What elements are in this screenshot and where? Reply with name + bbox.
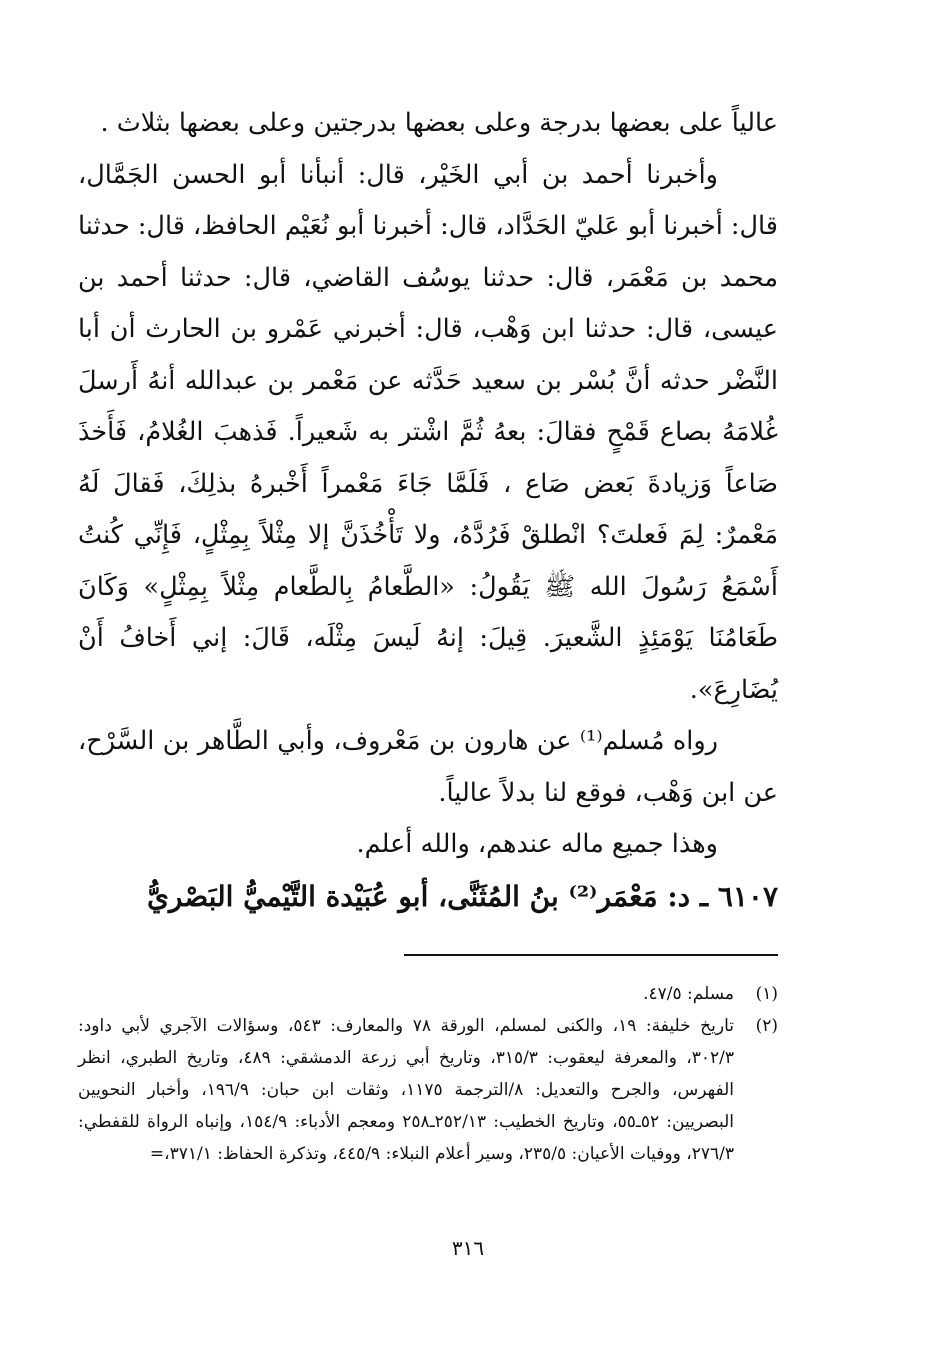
footnote-number: (٢) — [755, 1016, 778, 1036]
footnote-text: مسلم: ٤٧/٥. — [643, 984, 734, 1004]
paragraph-continuation: عالياً على بعضها بدرجة وعلى بعضها بدرجتين وعلى بعضها بثلاث . — [100, 108, 778, 138]
footnote-item — [78, 1010, 778, 1170]
footnote-text: تاريخ خليفة: ١٩، والكنى لمسلم، الورقة ٧٨ والمعارف: ٥٤٣، وسؤالات الآجري لأبي داود: ٣٠٢/٣، والمعرفة ليعقوب: ٣١٥/٣، وتاريخ أبي زرعة الدمشقي: ٤٨٩، وتاريخ الطبري، انظر الفهرس، والجرح والتعديل: ٨/الترجمة ١١٧٥، وثقات ابن حبان: ١٩٦/٩، وأخبار النحويين البصريين: ٥٢ـ٥٥، وتاريخ الخطيب: ٢٥٢/١٣ـ٢٥٨ ومعجم الأدباء: ١٥٤/٩، وإنباه الرواة للقفطي: ٢٧٦/٣، ووفيات الأعيان: ٢٣٥/٥، وسير أعلام النبلاء: ٤٤٥/٩، وتذكرة الحفاظ: ٣٧١/١،= — [78, 1016, 734, 1164]
paragraph-narration-source: رواه مُسلم⁽¹⁾ عن هارون بن مَعْروف، وأبي الطَّاهر بن السَّرْح، عن ابن وَهْب، فوقع لنا بدلاً عالياً. — [78, 726, 778, 808]
biography-entry-heading: ٦١٠٧ ـ د: مَعْمَر⁽²⁾ بنُ المُثَنَّى، أبو عُبَيْدة التَّيْميُّ البَصْريُّ — [146, 879, 778, 913]
footnote-item — [78, 978, 778, 1010]
paragraph-hadith-chain: وأخبرنا أحمد بن أبي الخَيْر، قال: أنبأنا أبو الحسن الجَمَّال، قال: أخبرنا أبو عَليّ الحَدَّاد، قال: أخبرنا أبو نُعَيْم الحافظ، قال: حدثنا محمد بن مَعْمَر، قال: حدثنا يوسُف القاضي، قال: حدثنا أحمد بن عيسى، قال: حدثنا ابن وَهْب، قال: أخبرني عَمْرو بن الحارث أن أبا النَّضْر حدثه أنَّ بُسْر بن سعيد حَدَّثه عن مَعْمر بن عبدالله أنهُ أَرسلَ غُلامَهُ بصاع قَمْحٍ فقالَ: بعهُ ثُمَّ اشْتر به شَعيراً. فَذهبَ الغُلامُ، فَأَخذَ صَاعاً وَزيادةَ بَعض صَاع ، فَلَمَّا جَاءَ مَعْمراً أَخْبرهُ بذلِكَ، فَقالَ لَهُ مَعْمرٌ: لِمَ فَعلتَ؟ انْطلقْ فَرُدَّهُ، ولا تَأْخُذَنَّ إلا مِثْلاً بِمِثْلٍ، فَإِنِّي كُنتُ أَسْمَعُ رَسُولَ الله ﷺ يَقُولُ: «الطَّعامُ بِالطَّعام مِثْلاً بِمِثْلٍ» وَكَانَ طَعَامُنَا يَوْمَئِذٍ الشَّعيرَ. قِيلَ: إنهُ لَيسَ مِثْلَه، قَالَ: إني أَخافُ أَنْ يُضَارِعَ». — [78, 159, 778, 705]
paragraph-closing-remark: وهذا جميع ماله عندهم، والله أعلم. — [356, 829, 718, 859]
page-number: ٣١٦ — [451, 1236, 485, 1260]
footnotes — [78, 978, 778, 1170]
main-text — [78, 98, 778, 922]
footnote-number: (١) — [755, 984, 778, 1004]
footnote-separator — [404, 954, 778, 956]
